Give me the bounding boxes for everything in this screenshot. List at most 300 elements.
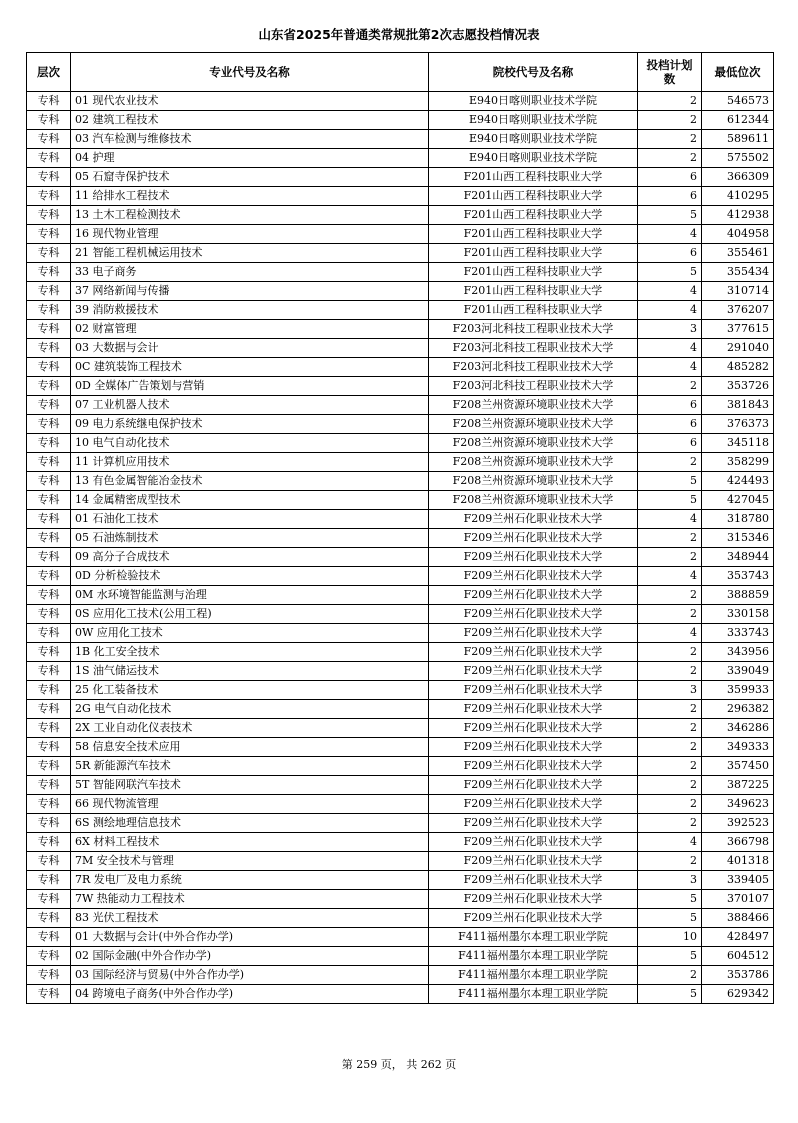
level-cell: 专科 <box>27 833 71 852</box>
rank-cell: 392523 <box>702 814 774 833</box>
level-cell: 专科 <box>27 244 71 263</box>
major-cell: 5T 智能网联汽车技术 <box>71 776 429 795</box>
rank-cell: 310714 <box>702 282 774 301</box>
rank-cell: 424493 <box>702 472 774 491</box>
table-row <box>27 510 774 529</box>
major-cell: 7W 热能动力工程技术 <box>71 890 429 909</box>
table-row <box>27 795 774 814</box>
rank-cell: 345118 <box>702 434 774 453</box>
rank-cell: 333743 <box>702 624 774 643</box>
school-cell: F209兰州石化职业技术大学 <box>429 681 638 700</box>
rank-cell: 604512 <box>702 947 774 966</box>
rank-cell: 348944 <box>702 548 774 567</box>
table-row <box>27 624 774 643</box>
level-cell: 专科 <box>27 491 71 510</box>
school-cell: F201山西工程科技职业大学 <box>429 206 638 225</box>
plan-cell: 2 <box>638 377 702 396</box>
level-cell: 专科 <box>27 852 71 871</box>
school-cell: F201山西工程科技职业大学 <box>429 225 638 244</box>
level-cell: 专科 <box>27 795 71 814</box>
school-cell: F209兰州石化职业技术大学 <box>429 700 638 719</box>
level-cell: 专科 <box>27 187 71 206</box>
school-cell: F208兰州资源环境职业技术大学 <box>429 472 638 491</box>
major-cell: 83 光伏工程技术 <box>71 909 429 928</box>
school-cell: F209兰州石化职业技术大学 <box>429 909 638 928</box>
major-cell: 11 给排水工程技术 <box>71 187 429 206</box>
level-cell: 专科 <box>27 377 71 396</box>
school-cell: F411福州墨尔本理工职业学院 <box>429 985 638 1004</box>
level-cell: 专科 <box>27 643 71 662</box>
major-cell: 13 有色金属智能冶金技术 <box>71 472 429 491</box>
plan-cell: 6 <box>638 244 702 263</box>
plan-cell: 2 <box>638 149 702 168</box>
plan-cell: 5 <box>638 263 702 282</box>
table-row <box>27 206 774 225</box>
rank-cell: 612344 <box>702 111 774 130</box>
table-row <box>27 928 774 947</box>
plan-cell: 6 <box>638 415 702 434</box>
plan-cell: 2 <box>638 966 702 985</box>
level-cell: 专科 <box>27 510 71 529</box>
rank-cell: 291040 <box>702 339 774 358</box>
major-cell: 0D 全媒体广告策划与营销 <box>71 377 429 396</box>
plan-cell: 2 <box>638 605 702 624</box>
plan-cell: 2 <box>638 130 702 149</box>
table-row <box>27 985 774 1004</box>
rank-cell: 349623 <box>702 795 774 814</box>
school-cell: F209兰州石化职业技术大学 <box>429 757 638 776</box>
level-cell: 专科 <box>27 624 71 643</box>
rank-cell: 339405 <box>702 871 774 890</box>
table-row <box>27 320 774 339</box>
table-row <box>27 225 774 244</box>
header-level: 层次 <box>27 53 71 92</box>
table-row <box>27 339 774 358</box>
rank-cell: 318780 <box>702 510 774 529</box>
level-cell: 专科 <box>27 529 71 548</box>
level-cell: 专科 <box>27 130 71 149</box>
rank-cell: 388859 <box>702 586 774 605</box>
table-row <box>27 605 774 624</box>
table-row <box>27 681 774 700</box>
major-cell: 0S 应用化工技术(公用工程) <box>71 605 429 624</box>
plan-cell: 5 <box>638 985 702 1004</box>
plan-cell: 2 <box>638 529 702 548</box>
rank-cell: 353726 <box>702 377 774 396</box>
school-cell: F411福州墨尔本理工职业学院 <box>429 928 638 947</box>
table-row <box>27 890 774 909</box>
major-cell: 09 高分子合成技术 <box>71 548 429 567</box>
rank-cell: 427045 <box>702 491 774 510</box>
major-cell: 16 现代物业管理 <box>71 225 429 244</box>
level-cell: 专科 <box>27 282 71 301</box>
header-major: 专业代号及名称 <box>71 53 429 92</box>
rank-cell: 343956 <box>702 643 774 662</box>
plan-cell: 4 <box>638 833 702 852</box>
table-row <box>27 548 774 567</box>
school-cell: F209兰州石化职业技术大学 <box>429 605 638 624</box>
level-cell: 专科 <box>27 168 71 187</box>
plan-cell: 5 <box>638 491 702 510</box>
table-row <box>27 263 774 282</box>
major-cell: 02 财富管理 <box>71 320 429 339</box>
school-cell: F209兰州石化职业技术大学 <box>429 890 638 909</box>
school-cell: F209兰州石化职业技术大学 <box>429 643 638 662</box>
rank-cell: 339049 <box>702 662 774 681</box>
school-cell: F209兰州石化职业技术大学 <box>429 586 638 605</box>
school-cell: F209兰州石化职业技术大学 <box>429 548 638 567</box>
table-row <box>27 453 774 472</box>
table-row <box>27 149 774 168</box>
major-cell: 02 建筑工程技术 <box>71 111 429 130</box>
school-cell: F209兰州石化职业技术大学 <box>429 567 638 586</box>
rank-cell: 353743 <box>702 567 774 586</box>
rank-cell: 377615 <box>702 320 774 339</box>
rank-cell: 376373 <box>702 415 774 434</box>
plan-cell: 2 <box>638 92 702 111</box>
school-cell: F208兰州资源环境职业技术大学 <box>429 415 638 434</box>
rank-cell: 349333 <box>702 738 774 757</box>
rank-cell: 355461 <box>702 244 774 263</box>
major-cell: 37 网络新闻与传播 <box>71 282 429 301</box>
school-cell: F209兰州石化职业技术大学 <box>429 624 638 643</box>
header-rank: 最低位次 <box>702 53 774 92</box>
plan-cell: 2 <box>638 548 702 567</box>
major-cell: 33 电子商务 <box>71 263 429 282</box>
level-cell: 专科 <box>27 985 71 1004</box>
rank-cell: 366309 <box>702 168 774 187</box>
plan-cell: 3 <box>638 871 702 890</box>
plan-cell: 2 <box>638 795 702 814</box>
major-cell: 04 跨境电子商务(中外合作办学) <box>71 985 429 1004</box>
table-row <box>27 643 774 662</box>
level-cell: 专科 <box>27 206 71 225</box>
major-cell: 11 计算机应用技术 <box>71 453 429 472</box>
level-cell: 专科 <box>27 453 71 472</box>
plan-cell: 6 <box>638 187 702 206</box>
rank-cell: 412938 <box>702 206 774 225</box>
school-cell: F209兰州石化职业技术大学 <box>429 814 638 833</box>
page-footer: 第 259 页， 共 262 页 <box>341 1058 457 1071</box>
rank-cell: 376207 <box>702 301 774 320</box>
major-cell: 0M 水环境智能监测与治理 <box>71 586 429 605</box>
level-cell: 专科 <box>27 548 71 567</box>
school-cell: F201山西工程科技职业大学 <box>429 187 638 206</box>
major-cell: 13 土木工程检测技术 <box>71 206 429 225</box>
level-cell: 专科 <box>27 263 71 282</box>
major-cell: 05 石窟寺保护技术 <box>71 168 429 187</box>
rank-cell: 366798 <box>702 833 774 852</box>
rank-cell: 359933 <box>702 681 774 700</box>
school-cell: E940日喀则职业技术学院 <box>429 111 638 130</box>
table-row <box>27 966 774 985</box>
major-cell: 21 智能工程机械运用技术 <box>71 244 429 263</box>
table-row <box>27 301 774 320</box>
level-cell: 专科 <box>27 757 71 776</box>
plan-cell: 3 <box>638 320 702 339</box>
table-row <box>27 871 774 890</box>
plan-cell: 2 <box>638 453 702 472</box>
major-cell: 02 国际金融(中外合作办学) <box>71 947 429 966</box>
school-cell: F209兰州石化职业技术大学 <box>429 738 638 757</box>
rank-cell: 404958 <box>702 225 774 244</box>
major-cell: 14 金属精密成型技术 <box>71 491 429 510</box>
major-cell: 0W 应用化工技术 <box>71 624 429 643</box>
plan-cell: 4 <box>638 510 702 529</box>
school-cell: F209兰州石化职业技术大学 <box>429 662 638 681</box>
level-cell: 专科 <box>27 358 71 377</box>
table-row <box>27 833 774 852</box>
major-cell: 2G 电气自动化技术 <box>71 700 429 719</box>
table-row <box>27 947 774 966</box>
major-cell: 03 汽车检测与维修技术 <box>71 130 429 149</box>
major-cell: 0C 建筑装饰工程技术 <box>71 358 429 377</box>
table-row <box>27 377 774 396</box>
table-row <box>27 719 774 738</box>
rank-cell: 381843 <box>702 396 774 415</box>
plan-cell: 2 <box>638 719 702 738</box>
plan-cell: 6 <box>638 396 702 415</box>
major-cell: 58 信息安全技术应用 <box>71 738 429 757</box>
level-cell: 专科 <box>27 719 71 738</box>
rank-cell: 589611 <box>702 130 774 149</box>
school-cell: E940日喀则职业技术学院 <box>429 149 638 168</box>
plan-cell: 5 <box>638 472 702 491</box>
school-cell: F201山西工程科技职业大学 <box>429 301 638 320</box>
major-cell: 25 化工装备技术 <box>71 681 429 700</box>
school-cell: F203河北科技工程职业技术大学 <box>429 339 638 358</box>
major-cell: 2X 工业自动化仪表技术 <box>71 719 429 738</box>
header-row <box>27 53 774 92</box>
major-cell: 10 电气自动化技术 <box>71 434 429 453</box>
school-cell: F203河北科技工程职业技术大学 <box>429 320 638 339</box>
major-cell: 01 大数据与会计(中外合作办学) <box>71 928 429 947</box>
plan-cell: 3 <box>638 681 702 700</box>
table-row <box>27 415 774 434</box>
table-row <box>27 567 774 586</box>
table-row <box>27 662 774 681</box>
table-row <box>27 434 774 453</box>
plan-cell: 4 <box>638 567 702 586</box>
level-cell: 专科 <box>27 909 71 928</box>
rank-cell: 387225 <box>702 776 774 795</box>
plan-cell: 5 <box>638 206 702 225</box>
table-row <box>27 909 774 928</box>
plan-cell: 2 <box>638 776 702 795</box>
level-cell: 专科 <box>27 700 71 719</box>
rank-cell: 357450 <box>702 757 774 776</box>
rank-cell: 485282 <box>702 358 774 377</box>
level-cell: 专科 <box>27 586 71 605</box>
level-cell: 专科 <box>27 92 71 111</box>
school-cell: F203河北科技工程职业技术大学 <box>429 358 638 377</box>
plan-cell: 5 <box>638 909 702 928</box>
level-cell: 专科 <box>27 605 71 624</box>
rank-cell: 315346 <box>702 529 774 548</box>
plan-cell: 2 <box>638 814 702 833</box>
school-cell: F209兰州石化职业技术大学 <box>429 833 638 852</box>
plan-cell: 4 <box>638 225 702 244</box>
school-cell: F201山西工程科技职业大学 <box>429 168 638 187</box>
major-cell: 03 大数据与会计 <box>71 339 429 358</box>
level-cell: 专科 <box>27 738 71 757</box>
table-header <box>27 53 774 92</box>
school-cell: E940日喀则职业技术学院 <box>429 130 638 149</box>
header-school: 院校代号及名称 <box>429 53 638 92</box>
header-plan <box>638 53 702 92</box>
plan-cell: 5 <box>638 890 702 909</box>
school-cell: F411福州墨尔本理工职业学院 <box>429 966 638 985</box>
plan-cell: 6 <box>638 168 702 187</box>
level-cell: 专科 <box>27 339 71 358</box>
school-cell: F201山西工程科技职业大学 <box>429 282 638 301</box>
level-cell: 专科 <box>27 776 71 795</box>
level-cell: 专科 <box>27 396 71 415</box>
rank-cell: 575502 <box>702 149 774 168</box>
table-row <box>27 738 774 757</box>
level-cell: 专科 <box>27 966 71 985</box>
level-cell: 专科 <box>27 301 71 320</box>
plan-cell: 2 <box>638 852 702 871</box>
school-cell: E940日喀则职业技术学院 <box>429 92 638 111</box>
major-cell: 1S 油气储运技术 <box>71 662 429 681</box>
school-cell: F208兰州资源环境职业技术大学 <box>429 491 638 510</box>
plan-cell: 2 <box>638 738 702 757</box>
rank-cell: 355434 <box>702 263 774 282</box>
major-cell: 03 国际经济与贸易(中外合作办学) <box>71 966 429 985</box>
table-row <box>27 814 774 833</box>
school-cell: F209兰州石化职业技术大学 <box>429 719 638 738</box>
level-cell: 专科 <box>27 871 71 890</box>
rank-cell: 388466 <box>702 909 774 928</box>
table-body <box>27 92 774 1004</box>
school-cell: F208兰州资源环境职业技术大学 <box>429 396 638 415</box>
major-cell: 04 护理 <box>71 149 429 168</box>
admission-table <box>26 52 774 1004</box>
school-cell: F208兰州资源环境职业技术大学 <box>429 453 638 472</box>
table-row <box>27 776 774 795</box>
level-cell: 专科 <box>27 928 71 947</box>
plan-cell: 4 <box>638 358 702 377</box>
table-row <box>27 852 774 871</box>
plan-cell: 4 <box>638 301 702 320</box>
level-cell: 专科 <box>27 225 71 244</box>
table-row <box>27 586 774 605</box>
major-cell: 39 消防救援技术 <box>71 301 429 320</box>
plan-cell: 4 <box>638 624 702 643</box>
rank-cell: 296382 <box>702 700 774 719</box>
plan-cell: 4 <box>638 339 702 358</box>
level-cell: 专科 <box>27 434 71 453</box>
level-cell: 专科 <box>27 415 71 434</box>
plan-cell: 6 <box>638 434 702 453</box>
level-cell: 专科 <box>27 149 71 168</box>
header-plan-line1: 投档计划 <box>646 58 693 72</box>
major-cell: 01 石油化工技术 <box>71 510 429 529</box>
table-row <box>27 358 774 377</box>
level-cell: 专科 <box>27 567 71 586</box>
rank-cell: 428497 <box>702 928 774 947</box>
school-cell: F209兰州石化职业技术大学 <box>429 510 638 529</box>
level-cell: 专科 <box>27 111 71 130</box>
page-title: 山东省2025年普通类常规批第2次志愿投档情况表 <box>258 27 540 42</box>
table-row <box>27 472 774 491</box>
school-cell: F203河北科技工程职业技术大学 <box>429 377 638 396</box>
rank-cell: 629342 <box>702 985 774 1004</box>
table-row <box>27 491 774 510</box>
table-row <box>27 282 774 301</box>
plan-cell: 2 <box>638 643 702 662</box>
level-cell: 专科 <box>27 947 71 966</box>
rank-cell: 330158 <box>702 605 774 624</box>
plan-cell: 5 <box>638 947 702 966</box>
table-row <box>27 92 774 111</box>
rank-cell: 401318 <box>702 852 774 871</box>
plan-cell: 2 <box>638 662 702 681</box>
table-row <box>27 130 774 149</box>
major-cell: 05 石油炼制技术 <box>71 529 429 548</box>
plan-cell: 2 <box>638 700 702 719</box>
rank-cell: 410295 <box>702 187 774 206</box>
plan-cell: 2 <box>638 586 702 605</box>
major-cell: 09 电力系统继电保护技术 <box>71 415 429 434</box>
rank-cell: 358299 <box>702 453 774 472</box>
major-cell: 7M 安全技术与管理 <box>71 852 429 871</box>
major-cell: 6S 测绘地理信息技术 <box>71 814 429 833</box>
level-cell: 专科 <box>27 472 71 491</box>
major-cell: 0D 分析检验技术 <box>71 567 429 586</box>
plan-cell: 4 <box>638 282 702 301</box>
level-cell: 专科 <box>27 662 71 681</box>
table-row <box>27 396 774 415</box>
school-cell: F209兰州石化职业技术大学 <box>429 852 638 871</box>
plan-cell: 10 <box>638 928 702 947</box>
rank-cell: 546573 <box>702 92 774 111</box>
school-cell: F209兰州石化职业技术大学 <box>429 795 638 814</box>
major-cell: 07 工业机器人技术 <box>71 396 429 415</box>
major-cell: 7R 发电厂及电力系统 <box>71 871 429 890</box>
major-cell: 6X 材料工程技术 <box>71 833 429 852</box>
school-cell: F209兰州石化职业技术大学 <box>429 871 638 890</box>
level-cell: 专科 <box>27 890 71 909</box>
school-cell: F209兰州石化职业技术大学 <box>429 529 638 548</box>
table-row <box>27 168 774 187</box>
rank-cell: 346286 <box>702 719 774 738</box>
school-cell: F209兰州石化职业技术大学 <box>429 776 638 795</box>
table-row <box>27 187 774 206</box>
level-cell: 专科 <box>27 814 71 833</box>
major-cell: 01 现代农业技术 <box>71 92 429 111</box>
school-cell: F201山西工程科技职业大学 <box>429 244 638 263</box>
table-row <box>27 111 774 130</box>
plan-cell: 2 <box>638 111 702 130</box>
rank-cell: 353786 <box>702 966 774 985</box>
table-row <box>27 700 774 719</box>
major-cell: 66 现代物流管理 <box>71 795 429 814</box>
major-cell: 1B 化工安全技术 <box>71 643 429 662</box>
plan-cell: 2 <box>638 757 702 776</box>
rank-cell: 370107 <box>702 890 774 909</box>
level-cell: 专科 <box>27 681 71 700</box>
school-cell: F201山西工程科技职业大学 <box>429 263 638 282</box>
table-row <box>27 529 774 548</box>
table-row <box>27 244 774 263</box>
level-cell: 专科 <box>27 320 71 339</box>
major-cell: 5R 新能源汽车技术 <box>71 757 429 776</box>
school-cell: F411福州墨尔本理工职业学院 <box>429 947 638 966</box>
header-plan-line2: 数 <box>663 72 676 86</box>
table-row <box>27 757 774 776</box>
